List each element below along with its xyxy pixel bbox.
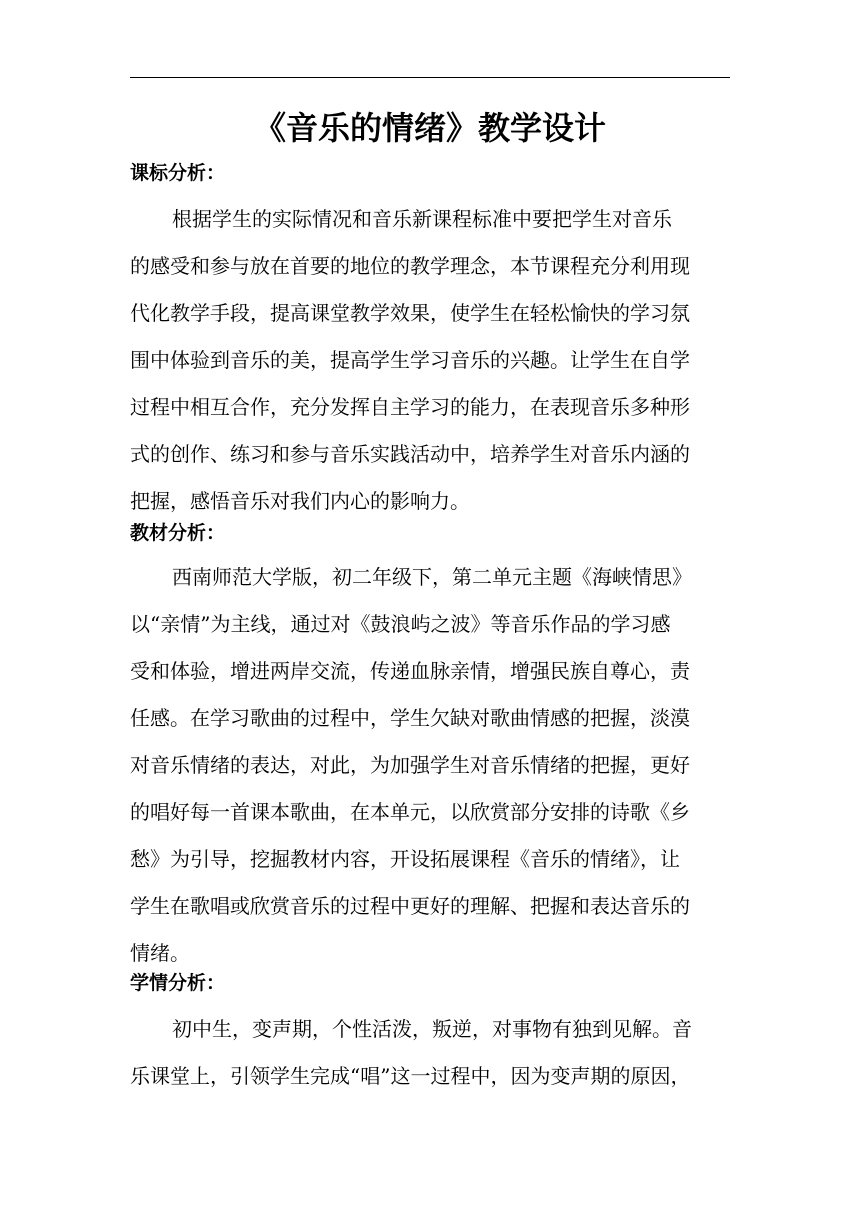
paragraph-line: 学生在歌唱或欣赏音乐的过程中更好的理解、把握和表达音乐的 [130,894,690,918]
paragraph-line: 以“亲情”为主线，通过对《鼓浪屿之波》等音乐作品的学习感 [130,612,671,636]
paragraph-line: 初中生，变声期，个性活泼，叛逆，对事物有独到见解。音 [172,1017,692,1041]
section-body-learners [130,1006,730,1100]
paragraph-line: 愁》为引导，挖掘教材内容，开设拓展课程《音乐的情绪》，让 [130,847,680,871]
paragraph-line: 的唱好每一首课本歌曲，在本单元，以欣赏部分安排的诗歌《乡 [130,800,690,824]
section-heading-curriculum: 课标分析： [130,162,226,184]
paragraph-line: 式的创作、练习和参与音乐实践活动中，培养学生对音乐内涵的 [130,442,690,466]
paragraph-line: 根据学生的实际情况和音乐新课程标准中要把学生对音乐 [172,207,672,231]
paragraph-line: 过程中相互合作，充分发挥自主学习的能力，在表现音乐多种形 [130,395,690,419]
section-body-curriculum [130,196,730,525]
paragraph-line: 任感。在学习歌曲的过程中，学生欠缺对歌曲情感的把握，淡漠 [130,706,690,730]
paragraph-line: 围中体验到音乐的美，提高学生学习音乐的兴趣。让学生在自学 [130,348,690,372]
paragraph-line: 的感受和参与放在首要的地位的教学理念，本节课程充分利用现 [130,254,690,278]
section-heading-learners: 学情分析： [130,972,226,994]
paragraph-line: 代化教学手段，提高课堂教学效果，使学生在轻松愉快的学习氛 [130,301,690,325]
header-rule [130,77,730,78]
paragraph-line: 对音乐情绪的表达，对此，为加强学生对音乐情绪的把握，更好 [130,753,690,777]
section-heading-textbook: 教材分析： [130,522,226,544]
paragraph-line: 情绪。 [130,941,190,965]
paragraph-line: 受和体验，增进两岸交流，传递血脉亲情，增强民族自尊心，责 [130,659,690,683]
paragraph-line: 把握，感悟音乐对我们内心的影响力。 [130,489,470,513]
paragraph-line: 西南师范大学版，初二年级下，第二单元主题《海峡情思》 [172,565,692,589]
document-title: 《音乐的情绪》教学设计 [253,109,606,147]
paragraph-line: 乐课堂上，引领学生完成“唱”这一过程中，因为变声期的原因， [130,1064,691,1088]
section-body-textbook [130,554,730,977]
